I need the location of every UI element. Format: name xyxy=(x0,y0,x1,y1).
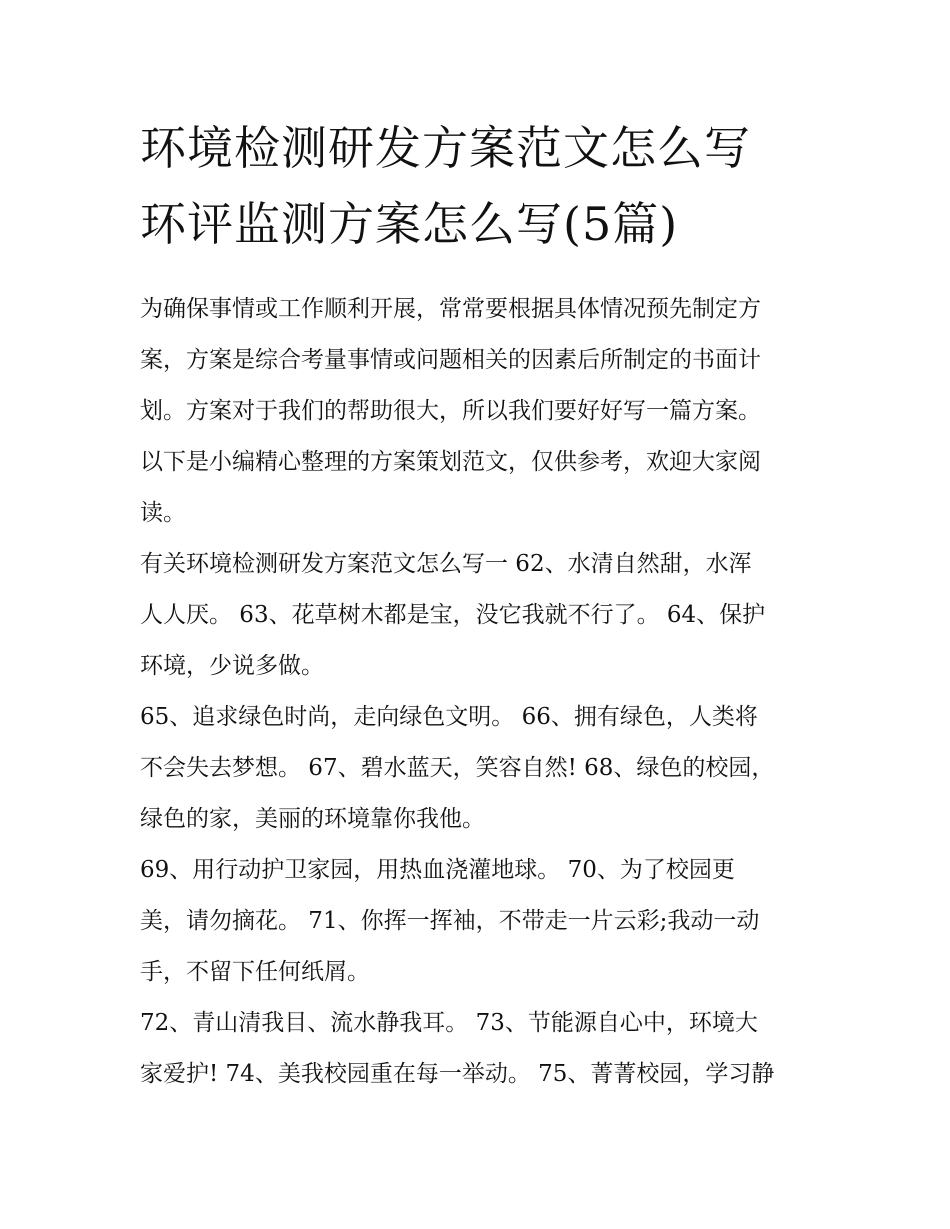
body-paragraph xyxy=(140,692,820,845)
document-body xyxy=(140,110,820,1100)
body-paragraph xyxy=(140,845,820,998)
body-paragraph xyxy=(140,539,820,692)
title-line: 环评监测方案怎么写(5篇) xyxy=(140,197,679,251)
document-title xyxy=(140,110,820,262)
text-line: 环境，少说多做。 xyxy=(140,653,324,679)
text-line: 读。 xyxy=(140,500,186,526)
text-line: 绿色的家，美丽的环境靠你我他。 xyxy=(140,806,485,832)
text-line: 72、青山清我目、流水静我耳。 73、节能源自心中，环境大 xyxy=(140,1010,758,1036)
text-line: 美，请勿摘花。 71、你挥一挥袖，不带走一片云彩;我动一动 xyxy=(140,908,760,934)
text-line: 65、追求绿色时尚，走向绿色文明。 66、拥有绿色，人类将 xyxy=(140,704,758,730)
text-line: 69、用行动护卫家园，用热血浇灌地球。 70、为了校园更 xyxy=(140,857,735,883)
text-line: 手，不留下任何纸屑。 xyxy=(140,959,370,985)
text-line: 家爱护! 74、美我校园重在每一举动。 75、菁菁校园，学习静 xyxy=(140,1061,775,1087)
body-paragraph xyxy=(140,998,820,1100)
title-line: 环境检测研发方案范文怎么写 xyxy=(140,121,751,175)
text-line: 划。方案对于我们的帮助很大，所以我们要好好写一篇方案。 xyxy=(140,398,761,424)
text-line: 为确保事情或工作顺利开展，常常要根据具体情况预先制定方 xyxy=(140,296,761,322)
text-line: 案，方案是综合考量事情或问题相关的因素后所制定的书面计 xyxy=(140,347,761,373)
text-line: 有关环境检测研发方案范文怎么写一 62、水清自然甜，水浑 xyxy=(140,551,752,577)
text-line: 人人厌。 63、花草树木都是宝，没它我就不行了。 64、保护 xyxy=(140,602,766,628)
text-line: 以下是小编精心整理的方案策划范文，仅供参考，欢迎大家阅 xyxy=(140,449,761,475)
intro-paragraph xyxy=(140,284,820,539)
text-line: 不会失去梦想。 67、碧水蓝天，笑容自然! 68、绿色的校园， xyxy=(140,755,775,781)
